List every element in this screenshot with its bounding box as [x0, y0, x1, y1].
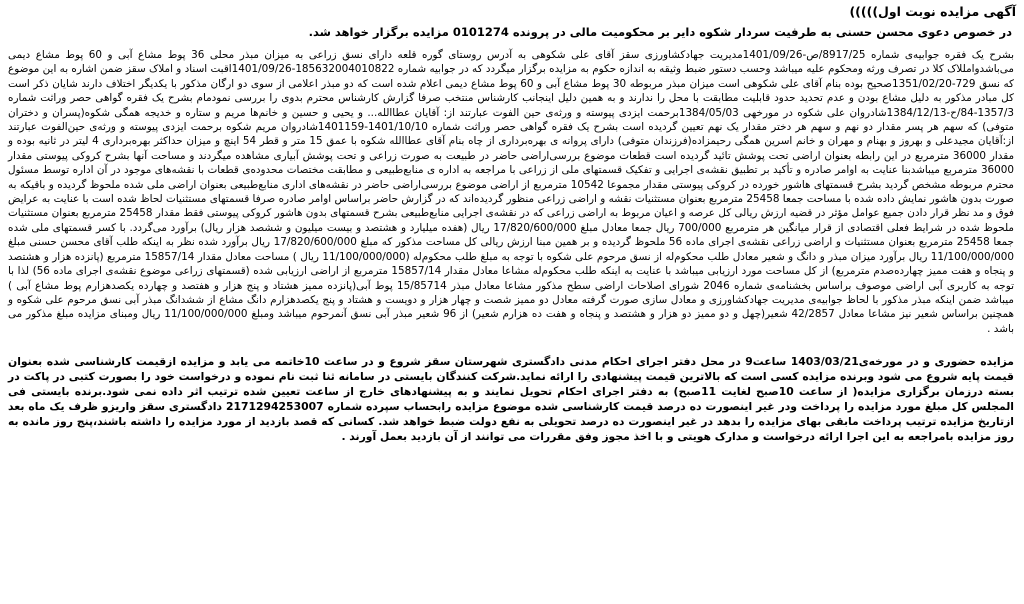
auction-terms: مزایده حضوری و در مورخه‌ی1403/03/21 ساعت9 در محل دفتر اجرای احکام مدنی دادگستری شهرستان سقز شروع و در ساعت 10خاتمه می یابد و مزایده ازقیمت کارشناسی شده بعنوان قیمت پایه شروع می شود وبرنده مزایده کسی است که بالاترین قیمت پیشنهادی را ارائه نماید.شرکت کنندگان بایستی در سامانه ثنا ثبت نام نموده و درخواست خود را بصورت کتبی در پاکت در بسته درزمان برگزاری مزایده( از ساعت 10صبح لغایت 11صبح) به دفتر اجرای احکام تحویل نمایند و به پیشنهادهای خارج از ساعت تعیین شده ترتیب اثر داده نمی شود.برنده بایستی فی المجلس کل مبلغ مورد مزایده را پرداخت ودر غیر اینصورت ده درصد قیمت کارشناسی شده موضوع مزایده رابحساب سپرده شماره 2171294253007 دادگستری سقز واریزو ظرف یک ماه بعد ازتاریخ مزایده ترتیب پرداخت مابقی بهای مزایده را بدهد در غیر اینصورت ده درصد تحویلی به نفع دولت ضبط خواهد شد. کسانی که قصد بازدید از مورد مزایده را داشته باشند،پنج روز مانده به روز مزایده بامراجعه به این اجرا ارائه درخواست و مدارک هویتی و با اخذ مجوز وفق مقررات می توانند از آن بازدید بعمل آورند .: [8, 355, 1015, 444]
notice-subheading: [4, 24, 1012, 40]
subheading-prefix: در خصوص دعوی محسن حسنی به طرفیت سردار شکوه دایر بر محکومیت مالی در پرونده: [512, 25, 1012, 39]
subheading-suffix: مزایده برگزار خواهد شد.: [308, 25, 449, 39]
notice-body: بشرح یک فقره جوابیه‌ی شماره 8917/25/ص-1401/09/26مدیریت جهادکشاورزی سقز آقای علی شکوهی به آدرس روستای گوره قلعه دارای نسق زراعی به میزان مبذر محلی 36 پوط مشاع آبی و 60 پوط مشاع دیمی می‌باشدوامللاک کلا در تصرف ورثه ومحکوم علیه میباشد وحسب دستور ضبط وثیقه به اندازه حکوم به مزایده برگزار میگردد که در جوابیه شماره 185632004010822-1401/09/26اقبت اسناد و املاک سقز ضمن اشاره به این موضوع که نسق 729-1351/02/20صحیح بوده بنام آقای علی شکوهی است میزان مبذر مربوطه 30 پوط مشاع آبی و 60 پوط مشاع دیمی اعلام شده است که دو مبذر اعلامی از سوی دو ارگان مذکور با یکدیگر اختلاف دارند شایان ذکر است کل مبادر مذکور به دلیل مشاع بودن و عدم تحدید حدود قابلیت مطابقت با محل را ندارند و به همین دلیل اینجانب کارشناس منتخب صرفا گزارش کارشناس محترم بدوی را بررسی نمودمام بشرح یک فقره گواهی حصر وراثت شماره 1357/3-84/ح-1384/12/13شادروان علی شکوه در مورخهی 1384/05/03برحمت ایزدی پیوسته و ورثه‌ی حین الفوت عبارتند از: آقایان عطا‌الله... و یحیی و حسین و خانم‌ها مریم و ستاره و خدیجه همگی شکوه(پسران و دختران متوفی) که سهم هر پسر مقدار دو نهم و سهم هر دختر مقدار یک نهم تعیین گردیده است بشرح یک فقره گواهی حصر وراثت شماره 1401/10/10-1401159شادروان مریم شکوه برحمت ایزدی پیوسته و ورثه‌ی حین‌الفوت عبارتند از:آقایان مجیدعلی و بهروز و بهنام و مهران و خانم اسرین همگی رحیمزاده(فرزندان متوفی) دارای پروانه ی بهره‌برداری از چاه بنام آقای عطاالله شکوه با عمق 15 متر و قطر 54 اینچ و میزان حداکثر بهره‌برداری 4 لیتر در ثانیه بوده و مقدار 36000 مترمربع در این رابطه بعنوان اراضی تحت پوشش تائید گردیده است قطعات موضوع بررسی‌اراضی حاضر در طبیعت به صورت زراعی و تحت پوشش آبیاری مشاهده میگردند و مساحت آنها بشرح کروکی پیوستی مقدار 36000 مترمربع میباشد‌بنا عنایت به اوامر صادره و تأکید بر تطبیق نقشه‌ی اجرایی و تفکیک قسمتهای ملی از زراعی با مراجعه به اداره ی منابع‌طبیعی و مطابقت مختصات محدوده‌ی قطعات با نقشه‌های موجود در آن اداره توسط مسئول محترم مربوطه مشخص گردید بشرح قسمتهای هاشور خورده در کروکی پیوستی مقدار مجموعا 10542 مترمربع از اراضی موضوع بررسی‌اراضی حاضر در نقشه‌های اداری منابع‌طبیعی بعنوان اراضی ملی شده ملحوظ گردیده و باقیکه به صورت بدون هاشور نمایش داده شده با مساحت جمعا 25458 مترمربع بعنوان مستثنیات نقشه و اراضی زراعی منظور گردیده‌اند که در گزارش حاضر براساس اوامر صادره صرفا قسمتهای مستثنیات لحاظ شده است با عنایت به عرایض فوق و مد نظر قرار دادن جمیع عوامل مؤثر در قضیه ارزش ریالی کل عرصه و اعیان مربوط به اراضی زراعی که در نقشه‌ی اجرایی منابع‌طبیعی بشرح قسمتهای بدون هاشور کروکی پیوستی فقط مقدار 25458 مترمربع بعنوان مستثنیات ملحوظ شده در شرایط فعلی اقتصادی از قرار میانگین هر مترمربع 700/000 ریال جمعا معادل مبلغ 17/820/600/000 ریال (هفده میلیارد و هشتصد و بیست میلیون و ششصد هزار ریال) برآورد می‌گردد. با کسر قسمتهای ملی شده جمعا 25458 مترمربع بعنوان مستثنیات و اراضی زراعی نقشه‌ی اجرای ماده 56 ملحوظ گردیده و بر همین مبنا ارزش ریالی کل مساحت مذکور که مبلغ 17/820/600/000 ریال برآورد شده نظر به اینکه طلب آقای محسن حسنی مبلغ 11/100/000/000 ریال برآورد میزان مبذر و دانگ و شعیر معادل طلب محکوم‌له از نسق مرحوم علی شکوه با توجه به مبلغ طلب محکوم‌له (11/100/000/000 ریال ) مساحت معادل مقدار 15857/14 مترمربع (پانزده هزار و هشتصد و پنجاه و هفت ممیز چهارده‌صدم مترمربع) از کل مساحت مورد ارزیابی میباشد با عنایت به اینکه طلب محکوم‌له مشاعا معادل مقدار 15857/14 مترمربع از اراضی ارزیابی شده (قسمتهای زراعی موضوع نقشه‌ی اجرای ماده 56) لذا با توجه به کاربری آبی اراضی موصوف براساس بخشنامه‌ی شماره 2046 شورای اصلاحات اراضی سطح مذکور مشاعا معادل مبذر 15/85714 پوط آبی(پانزده ممیز هشتاد و پنج هزار و هفتصد و چهارده یکصدهزارم پوط مشاع آبی ) میباشد ضمن اینکه مبذر مذکور با لحاظ جوابیه‌ی مدیریت جهادکشاورزی و معادل سازی صورت گرفته معادل دو ممیز شصت و چهار هزار و دویست و هشتاد و پنج یکصدهزارم دانگ مشاع از ششدانگ مبذر آبی نسق مرحوم علی شکوه و همچنین براساس شعیر نیز مشاعا معادل 42/2857 شعیر(چهل و دو ممیز دو هزار و هشتصد و پنجاه و هفت ده هزارم شعیر) از 96 شعیر مبذر آبی نسق آنمرحوم میباشد ومبلغ 11/100/000/000 ریال ومبنای مزایده مبلغ مذکور می باشد .: [8, 49, 1015, 335]
notice-title: آگهی مزایده نوبت اول))))): [849, 4, 1016, 19]
notice-document: [4, 3, 1018, 601]
case-number: 0101274: [452, 25, 509, 39]
